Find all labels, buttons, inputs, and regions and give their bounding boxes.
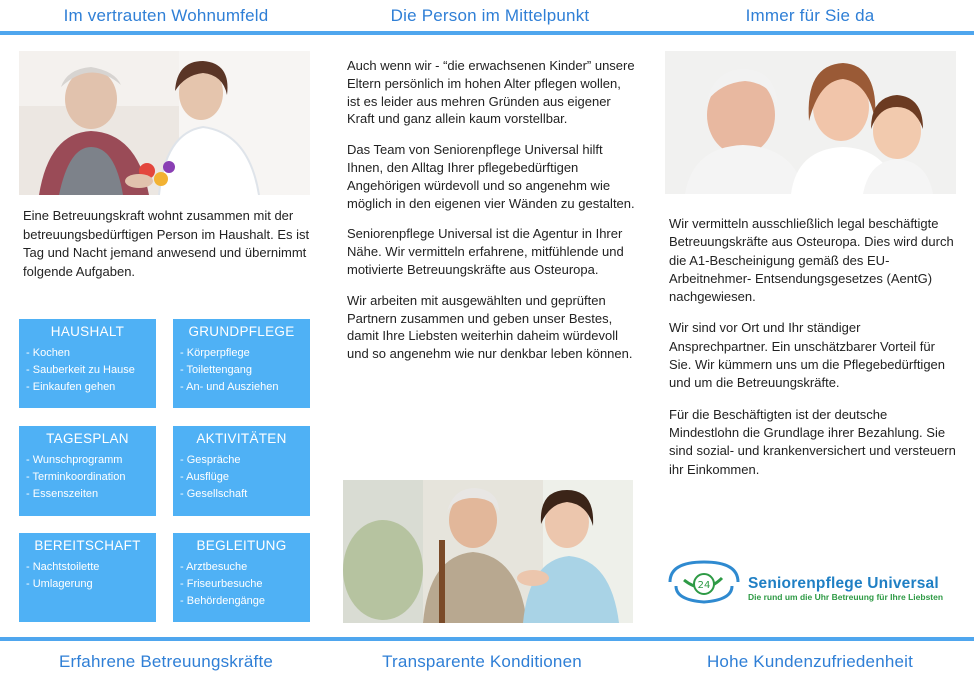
right-paragraph: Für die Beschäftigten ist der deutsche Mindestlohn die Grundlage ihrer Bezahlung. Sie sind sozial- und krankenversichert und versteuern ihr Einkommen. — [669, 406, 956, 477]
task-box-grundpflege — [173, 319, 310, 408]
heading-wohnumfeld: Im vertrauten Wohnumfeld — [63, 6, 269, 25]
task-box-aktivitaeten — [173, 426, 310, 516]
bottom-divider — [0, 637, 974, 641]
logo-emblem-icon — [664, 556, 748, 606]
task-item: - Friseurbesuche — [180, 576, 310, 593]
middle-paragraph: Das Team von Seniorenpflege Universal hilft Ihnen, den Alltag Ihrer pflegebedürftigen Angehörigen würdevoll und so angenehm wie möglich in den eigenen vier Wänden zu gestalten. — [347, 142, 635, 211]
task-item: - An- und Ausziehen — [180, 379, 310, 396]
task-item: - Arztbesuche — [180, 559, 310, 576]
task-box-title: BEGLEITUNG — [196, 538, 287, 553]
task-item: - Essenszeiten — [26, 486, 156, 503]
task-item: - Sauberkeit zu Hause — [26, 362, 156, 379]
footer-heading-kundenzufriedenheit: Hohe Kundenzufriedenheit — [706, 652, 914, 671]
task-item: - Gespräche — [180, 452, 310, 469]
task-item: - Terminkoordination — [26, 469, 156, 486]
task-box-begleitung — [173, 533, 310, 622]
task-item: - Umlagerung — [26, 576, 156, 593]
task-box-bereitschaft — [19, 533, 156, 622]
logo-name: Seniorenpflege Universal — [748, 575, 939, 592]
task-box-tagesplan — [19, 426, 156, 516]
task-item: - Nachtstoilette — [26, 559, 156, 576]
logo-badge-text: 24 — [697, 580, 711, 591]
footer-heading-betreuungskraefte: Erfahrene Betreuungskräfte — [58, 652, 274, 671]
middle-text — [347, 57, 637, 376]
photo-three-generations — [665, 51, 956, 194]
task-box-title: GRUNDPFLEGE — [188, 324, 295, 339]
heading-immer-da: Immer für Sie da — [745, 6, 875, 25]
task-box-haushalt — [19, 319, 156, 408]
task-item: - Kochen — [26, 345, 156, 362]
right-paragraph: Wir sind vor Ort und Ihr ständiger Ansprechpartner. Ein unschätzbarer Vorteil für Sie. Wir kümmern uns um die Pflegebedürftigen und um die Betreuungskräfte. — [669, 320, 946, 391]
middle-paragraph: Wir arbeiten mit ausgewählten und geprüften Partnern zusammen und geben unser Bestes, damit Ihre Liebsten weiterhin daheim würdevoll und so angenehm wie nur denkbar leben können. — [347, 292, 633, 362]
photo-caregiver-elderly-woman — [19, 51, 310, 195]
middle-paragraph: Auch wenn wir - “die erwachsenen Kinder” unsere Eltern persönlich im hohen Alter pflegen wollen, ist es leider aus mehren Gründen aus eigener Kraft und ganz allein kaum vorstellbar. — [347, 58, 635, 127]
logo-tagline: Die rund um die Uhr Betreuung für Ihre Liebsten — [748, 592, 944, 602]
task-item: - Gesellschaft — [180, 486, 310, 503]
task-box-title: HAUSHALT — [50, 324, 125, 339]
task-item: - Einkaufen gehen — [26, 379, 156, 396]
photo-senior-man-young-woman — [343, 480, 633, 623]
left-intro-text: Eine Betreuungskraft wohnt zusammen mit der betreuungsbedürftigen Person im Haushalt. Es ist Tag und Nacht jemand anwesend und übernimmt folgende Aufgaben. — [23, 208, 310, 279]
footer-heading-konditionen: Transparente Konditionen — [382, 652, 582, 671]
top-divider — [0, 31, 974, 35]
middle-paragraph: Seniorenpflege Universal ist die Agentur in Ihrer Nähe. Wir vermitteln erfahrene, mitfühlende und motivierte Betreuungskräfte aus Osteuropa. — [347, 226, 624, 277]
right-text — [669, 215, 959, 492]
heading-person-mittelpunkt: Die Person im Mittelpunkt — [390, 6, 590, 25]
right-paragraph: Wir vermitteln ausschließlich legal beschäftigte Betreuungskräfte aus Osteuropa. Dies wird durch die A1-Bescheinigung gemäß des EU-Arbeitnehmer- Entsendungsgesetzes (AentG) nachgewiesen. — [669, 216, 954, 305]
task-item: - Körperpflege — [180, 345, 310, 362]
task-item: - Ausflüge — [180, 469, 310, 486]
task-box-title: AKTIVITÄTEN — [196, 431, 287, 446]
task-box-title: TAGESPLAN — [46, 431, 129, 446]
company-logo — [664, 556, 954, 606]
task-item: - Wunschprogramm — [26, 452, 156, 469]
task-box-title: BEREITSCHAFT — [34, 538, 141, 553]
task-item: - Behördengänge — [180, 593, 310, 610]
task-item: - Toilettengang — [180, 362, 310, 379]
